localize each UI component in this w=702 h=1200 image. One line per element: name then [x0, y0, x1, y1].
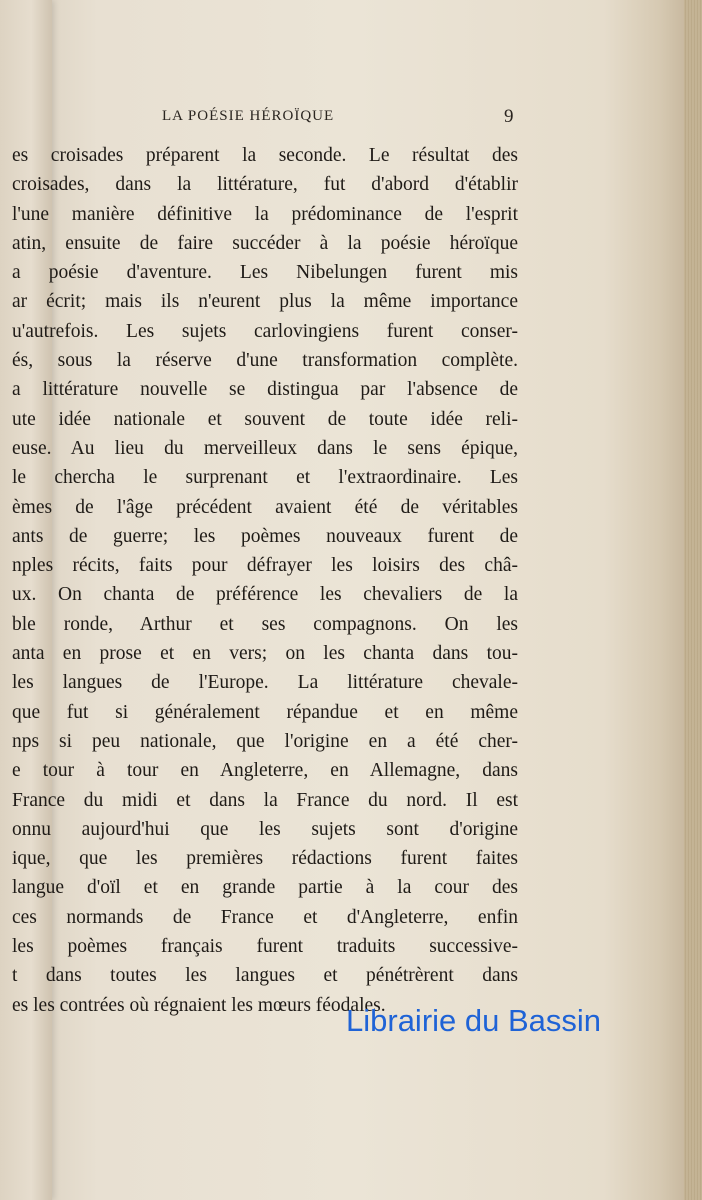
- text-line: les poèmes français furent traduits successive-: [12, 936, 518, 958]
- page-number: 9: [504, 106, 514, 127]
- text-line: euse. Au lieu du merveilleux dans le sens épique,: [12, 437, 518, 459]
- text-line: a littérature nouvelle se distingua par l'absence de: [12, 379, 518, 401]
- text-line: èmes de l'âge précédent avaient été de véritables: [12, 496, 518, 518]
- text-line: ants de guerre; les poèmes nouveaux furent de: [12, 525, 518, 547]
- page-stack-edge: [684, 0, 702, 1200]
- page-header: [0, 108, 702, 134]
- text-line: que fut si généralement répandue et en même: [12, 701, 518, 723]
- body-text: [12, 141, 518, 1020]
- text-line: ces normands de France et d'Angleterre, enfin: [12, 906, 518, 928]
- text-line: u'autrefois. Les sujets carlovingiens furent conser-: [12, 320, 518, 342]
- text-line: le chercha le surprenant et l'extraordinaire. Les: [12, 467, 518, 489]
- text-line: es les contrées où régnaient les mœurs féodales.: [12, 994, 386, 1016]
- text-line: nples récits, faits pour défrayer les loisirs des châ-: [12, 555, 518, 577]
- text-line: ux. On chanta de préférence les chevaliers de la: [12, 584, 518, 606]
- text-line: es croisades préparent la seconde. Le résultat des: [12, 145, 518, 166]
- text-line: France du midi et dans la France du nord. Il est: [12, 789, 518, 811]
- text-line: e tour à tour en Angleterre, en Allemagne, dans: [12, 760, 518, 782]
- text-line: langue d'oïl et en grande partie à la cour des: [12, 877, 518, 899]
- seller-watermark: Librairie du Bassin: [346, 1003, 602, 1038]
- text-line: a poésie d'aventure. Les Nibelungen furent mis: [12, 262, 518, 284]
- running-title: LA POÉSIE HÉROÏQUE: [162, 108, 335, 124]
- text-line: ar écrit; mais ils n'eurent plus la même importance: [12, 291, 518, 313]
- text-line: ble ronde, Arthur et ses compagnons. On les: [12, 613, 518, 635]
- text-line: ique, que les premières rédactions furent faites: [12, 848, 518, 870]
- text-line: ute idée nationale et souvent de toute idée reli-: [12, 408, 518, 430]
- text-line: les langues de l'Europe. La littérature chevale-: [12, 672, 518, 694]
- text-line: és, sous la réserve d'une transformation complète.: [12, 350, 518, 372]
- text-line: nps si peu nationale, que l'origine en a été cher-: [12, 730, 518, 752]
- text-line: l'une manière définitive la prédominance de l'esprit: [12, 203, 518, 225]
- text-line: atin, ensuite de faire succéder à la poésie héroïque: [12, 232, 518, 254]
- text-line: t dans toutes les langues et pénétrèrent dans: [12, 965, 518, 987]
- text-line: croisades, dans la littérature, fut d'abord d'établir: [12, 174, 518, 196]
- text-line: anta en prose et en vers; on les chanta dans tou-: [12, 643, 518, 665]
- text-line: onnu aujourd'hui que les sujets sont d'origine: [12, 818, 518, 840]
